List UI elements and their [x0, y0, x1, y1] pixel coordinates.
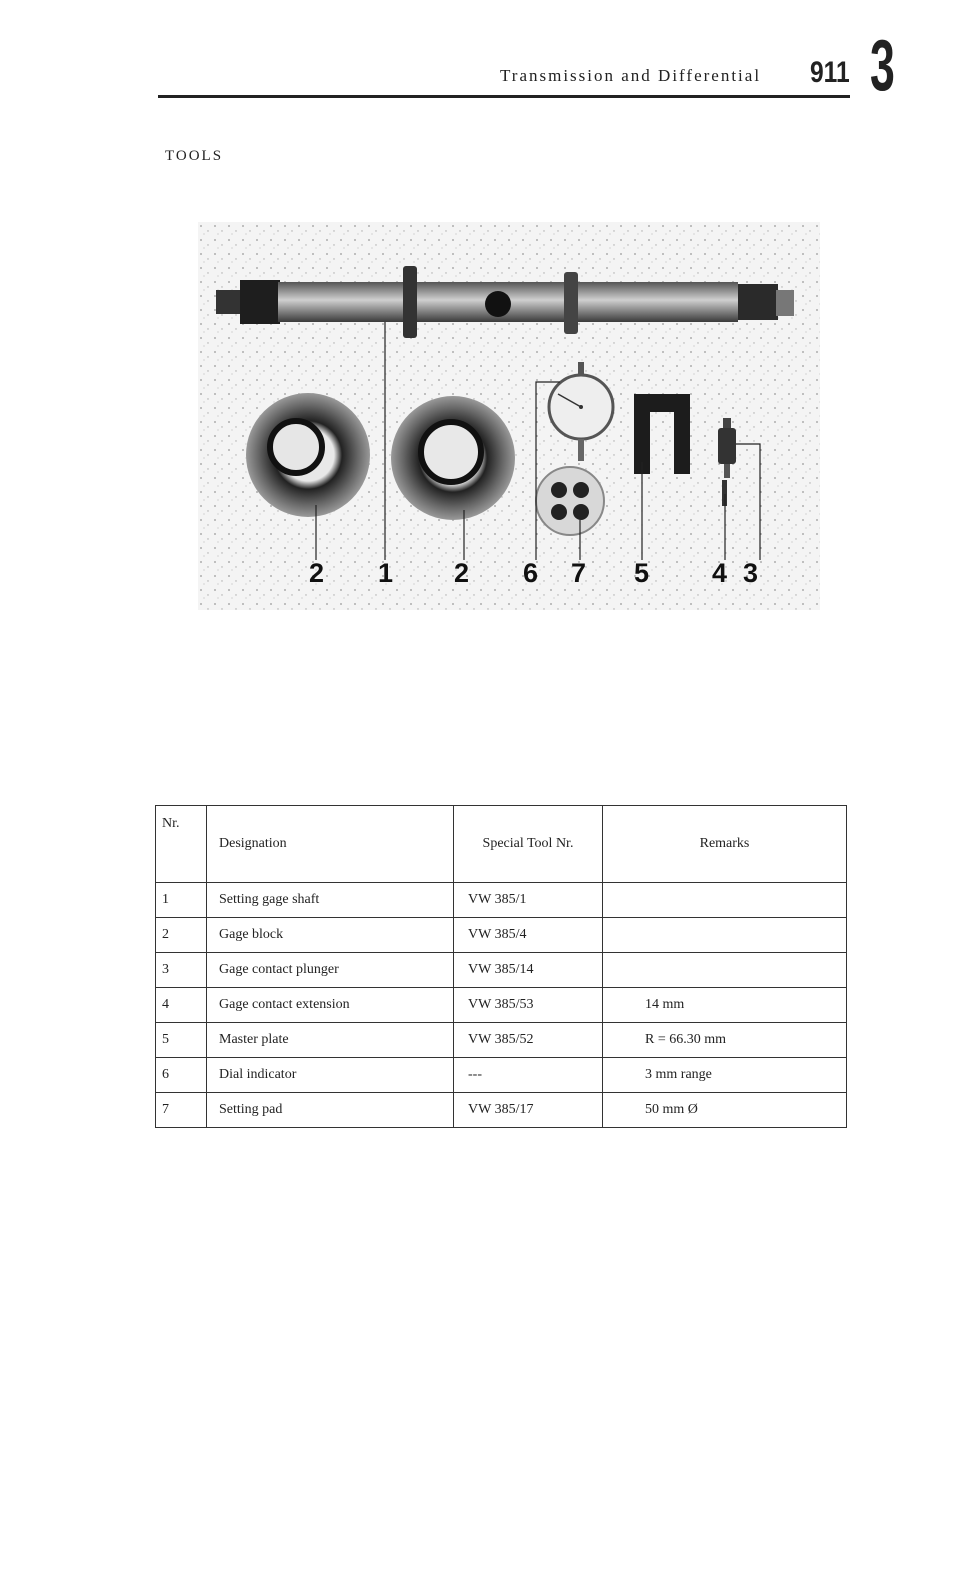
row-designation: Master plate — [207, 1023, 454, 1058]
callout-label: 3 — [743, 558, 759, 588]
tools-table — [155, 805, 847, 1128]
table-row — [156, 883, 847, 918]
row-tool-nr: VW 385/1 — [454, 883, 603, 918]
table-row — [156, 1058, 847, 1093]
table-row — [156, 1023, 847, 1058]
callout-label: 7 — [571, 558, 587, 588]
header-tool-nr: Special Tool Nr. — [454, 806, 603, 883]
row-remarks: 50 mm Ø — [603, 1093, 847, 1128]
row-tool-nr: VW 385/4 — [454, 918, 603, 953]
row-tool-nr: VW 385/52 — [454, 1023, 603, 1058]
row-nr: 6 — [156, 1058, 207, 1093]
row-designation: Dial indicator — [207, 1058, 454, 1093]
gage-block-right — [391, 396, 515, 520]
table-row — [156, 918, 847, 953]
callout-label: 6 — [523, 558, 539, 588]
setting-pad — [536, 467, 604, 535]
running-header-title: Transmission and Differential — [500, 66, 762, 85]
callout-label: 2 — [309, 558, 325, 588]
table-header-row — [156, 806, 847, 883]
row-remarks — [603, 918, 847, 953]
row-nr: 7 — [156, 1093, 207, 1128]
row-nr: 5 — [156, 1023, 207, 1058]
table-row — [156, 953, 847, 988]
table-row — [156, 1093, 847, 1128]
row-nr: 3 — [156, 953, 207, 988]
row-tool-nr: VW 385/14 — [454, 953, 603, 988]
tools-photo — [198, 222, 820, 610]
callout-label: 5 — [634, 558, 650, 588]
row-remarks — [603, 953, 847, 988]
row-tool-nr: --- — [454, 1058, 603, 1093]
row-designation: Gage contact extension — [207, 988, 454, 1023]
header-designation: Designation — [207, 806, 454, 883]
row-remarks: 14 mm — [603, 988, 847, 1023]
section-title: TOOLS — [165, 148, 224, 164]
row-designation: Setting pad — [207, 1093, 454, 1128]
row-nr: 1 — [156, 883, 207, 918]
row-designation: Gage block — [207, 918, 454, 953]
table-row — [156, 988, 847, 1023]
row-nr: 2 — [156, 918, 207, 953]
callout-label: 2 — [454, 558, 470, 588]
row-remarks: R = 66.30 mm — [603, 1023, 847, 1058]
row-remarks — [603, 883, 847, 918]
header-nr: Nr. — [156, 806, 207, 883]
callout-label: 4 — [712, 558, 728, 588]
callout-label: 1 — [378, 558, 394, 588]
row-nr: 4 — [156, 988, 207, 1023]
row-remarks: 3 mm range — [603, 1058, 847, 1093]
header-rule — [158, 95, 850, 98]
row-tool-nr: VW 385/17 — [454, 1093, 603, 1128]
gage-block-left — [246, 393, 370, 517]
row-tool-nr: VW 385/53 — [454, 988, 603, 1023]
chapter-number: 3 — [870, 26, 895, 106]
row-designation: Setting gage shaft — [207, 883, 454, 918]
row-designation: Gage contact plunger — [207, 953, 454, 988]
model-number: 911 — [810, 56, 850, 89]
header-remarks: Remarks — [603, 806, 847, 883]
